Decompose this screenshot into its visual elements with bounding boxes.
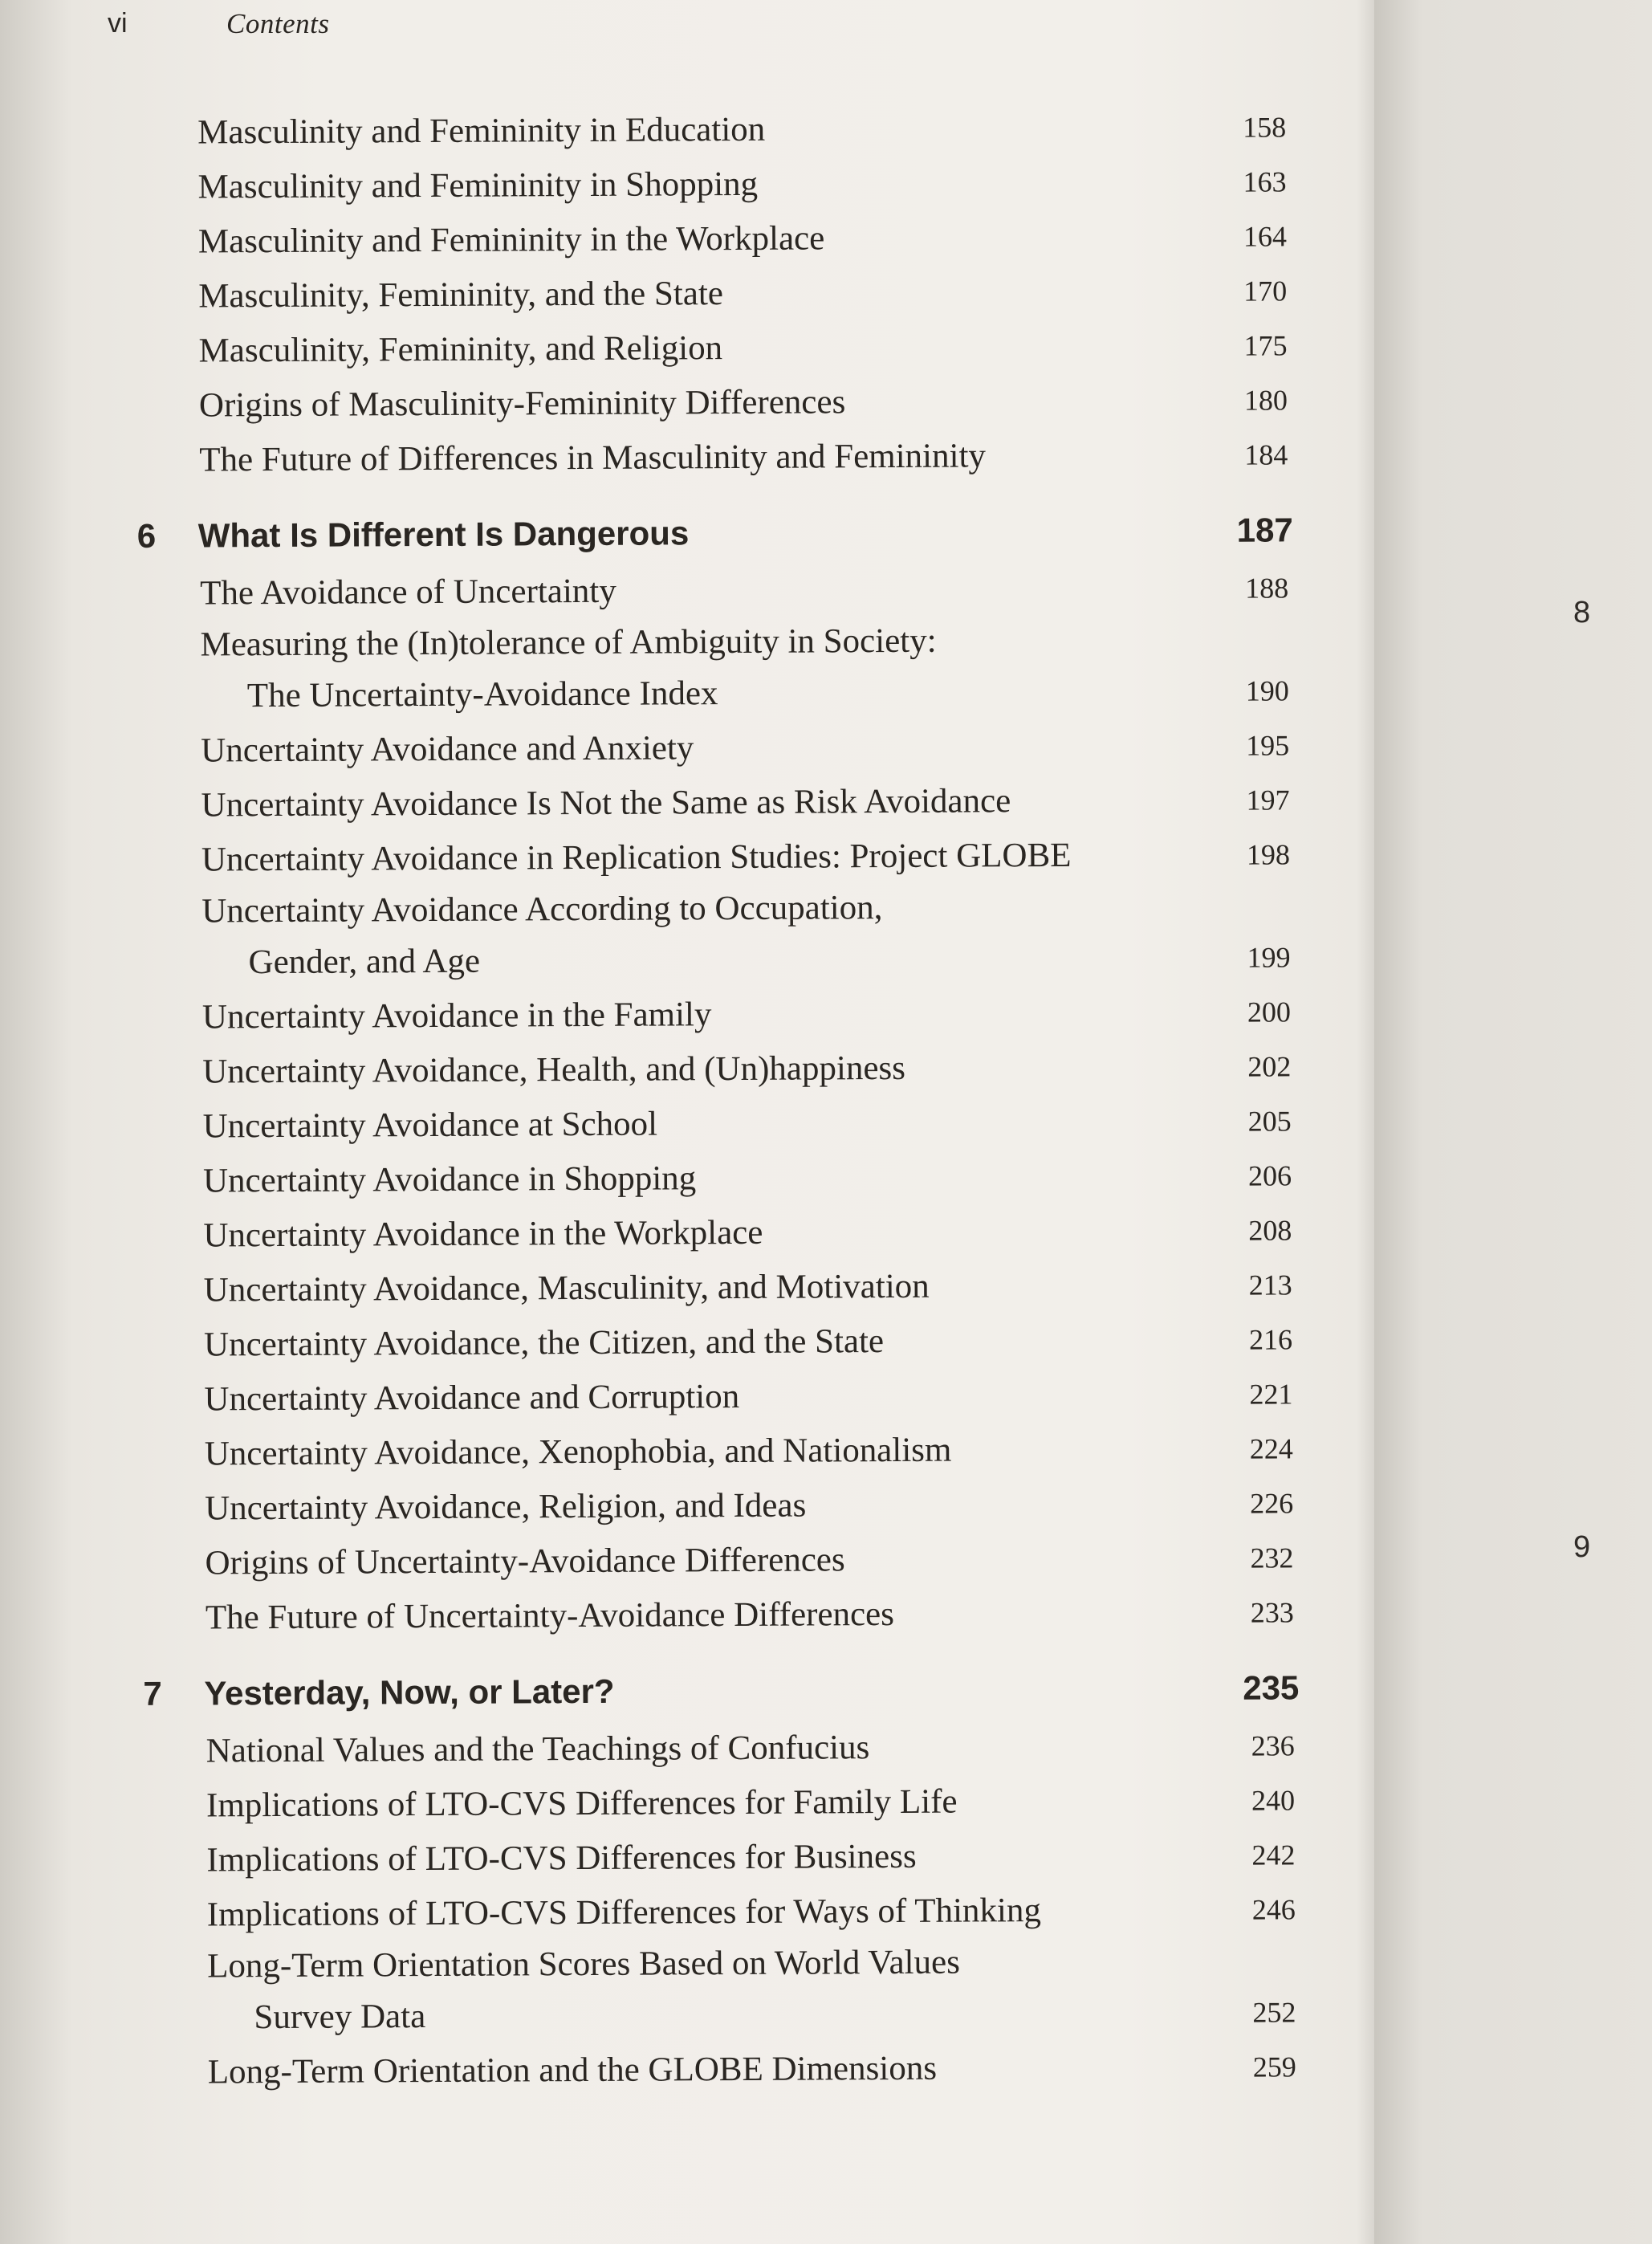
toc-entry-title-continuation: The Uncertainty-Avoidance Index: [246, 674, 718, 715]
chapter-section: [128, 1659, 1311, 2099]
toc-entry: [120, 153, 1300, 214]
toc-entry-title: [124, 720, 1183, 777]
toc-entry-title-text: Masculinity and Femininity in the Workplace: [197, 219, 825, 261]
adjacent-page-fragment: 9: [1573, 1530, 1591, 1564]
toc-entry-title: [127, 1260, 1186, 1317]
running-head: [108, 8, 329, 40]
toc-entry-page-number: 252: [1252, 1996, 1296, 2029]
toc-entry-title-text: Uncertainty Avoidance, Health, and (Un)happiness: [202, 1049, 906, 1091]
toc-entry-page-number: 175: [1243, 329, 1288, 362]
toc-entry-title: [128, 1478, 1187, 1535]
toc-entry-title-text: National Values and the Teachings of Confucius: [205, 1729, 870, 1770]
toc-entry: [128, 1474, 1308, 1535]
toc-entry: [127, 1310, 1307, 1371]
toc-entry-page-number: 206: [1247, 1159, 1292, 1192]
toc-entry-page-number: 158: [1243, 111, 1287, 144]
toc-entry-title: [124, 829, 1184, 886]
toc-entry-title-text: Uncertainty Avoidance According to Occupation,: [201, 889, 883, 931]
chapter-page-number: 187: [1236, 511, 1293, 549]
toc-entry-title: [126, 1205, 1186, 1262]
toc-entry-title-text: Uncertainty Avoidance in the Workplace: [203, 1213, 763, 1255]
toc-entry: [130, 1935, 1311, 2044]
toc-entry: [124, 771, 1304, 832]
toc-entry: [124, 880, 1305, 989]
toc-entry-title-text: Masculinity and Femininity in Shopping: [197, 165, 759, 206]
toc-entry-page-number: 197: [1246, 784, 1290, 817]
chapter-heading: [128, 1659, 1308, 1723]
toc-entry-title-text: Origins of Uncertainty-Avoidance Differences: [205, 1541, 845, 1582]
toc-entry: [129, 1771, 1309, 1832]
toc-entry-title: [128, 1423, 1187, 1480]
toc-entry-page-number: 226: [1250, 1487, 1294, 1520]
toc-entry-title-text: Implications of LTO-CVS Differences for Family Life: [205, 1782, 958, 1825]
toc-entry-title-text: The Avoidance of Uncertainty: [200, 572, 616, 613]
toc-entry-page-number: 199: [1247, 941, 1291, 974]
toc-entry: [128, 1419, 1308, 1480]
chapter-page-number: 235: [1243, 1668, 1300, 1707]
toc-entry-title: [127, 1314, 1186, 1371]
toc-entry-title-text: Uncertainty Avoidance, Xenophobia, and Nationalism: [204, 1431, 952, 1473]
toc-entry-title: [123, 563, 1182, 620]
toc-entry-title-continuation: Gender, and Age: [248, 942, 481, 982]
toc-entry-title: [122, 430, 1182, 487]
toc-entry-title: [128, 1533, 1187, 1590]
toc-entry-title: [129, 1830, 1189, 1887]
toc-entry-title: [123, 614, 1183, 723]
toc-entry-title: [124, 881, 1185, 989]
toc-entry-page-number: 205: [1247, 1105, 1292, 1138]
toc-entry-page-number: 163: [1243, 165, 1287, 198]
running-head-title: Contents: [226, 8, 330, 39]
toc-entry-title-text: Uncertainty Avoidance, Masculinity, and Motivation: [203, 1267, 930, 1309]
toc-entry-title-text: Long-Term Orientation Scores Based on World Values: [207, 1943, 961, 1985]
toc-entry-page-number: 236: [1251, 1729, 1295, 1762]
toc-entry-title: [124, 775, 1183, 832]
toc-entry-title-text: Masculinity, Femininity, and Religion: [198, 329, 723, 370]
toc-entry: [129, 1826, 1309, 1887]
toc-entry-page-number: 208: [1248, 1214, 1292, 1247]
toc-entry-page-number: 213: [1248, 1269, 1292, 1301]
toc-entry-title: [126, 1151, 1186, 1208]
carryover-entry-list: [120, 98, 1302, 487]
toc-entry-title-text: Origins of Masculinity-Femininity Differences: [198, 383, 846, 425]
chapter-list: [123, 501, 1311, 2099]
toc-entry-page-number: 242: [1251, 1839, 1296, 1871]
chapter-number: 7: [143, 1674, 162, 1713]
chapter-section: [123, 501, 1308, 1644]
toc-entry-title-text: Uncertainty Avoidance, the Citizen, and the State: [203, 1322, 885, 1364]
toc-entry-page-number: 170: [1243, 275, 1288, 307]
adjacent-page-fragment: 8: [1573, 596, 1591, 629]
toc-entry: [125, 1092, 1305, 1153]
toc-entry: [124, 716, 1304, 777]
toc-entry-title-text: Implications of LTO-CVS Differences for Business: [206, 1837, 917, 1880]
toc-entry-title-text: The Future of Uncertainty-Avoidance Differences: [205, 1594, 895, 1637]
chapter-title: What Is Different Is Dangerous: [197, 514, 690, 555]
toc-entry-page-number: 240: [1251, 1784, 1296, 1817]
toc-entry-page-number: 246: [1251, 1893, 1296, 1926]
toc-entry-page-number: 190: [1245, 674, 1289, 707]
table-of-contents: [120, 98, 1311, 2120]
toc-entry: [128, 1583, 1308, 1644]
page-folio: vi: [108, 8, 128, 39]
toc-entry-page-number: 198: [1246, 838, 1291, 871]
adjacent-page-edge: [1374, 0, 1652, 2244]
toc-entry-page-number: 200: [1247, 996, 1292, 1028]
toc-entry-page-number: 233: [1250, 1596, 1294, 1629]
toc-entry: [131, 2038, 1311, 2099]
toc-entry: [120, 98, 1300, 159]
toc-entry-page-number: 188: [1245, 572, 1289, 605]
toc-entry-title-text: Masculinity, Femininity, and the State: [198, 275, 724, 316]
toc-entry-page-number: 224: [1249, 1432, 1293, 1465]
toc-entry-title-text: Uncertainty Avoidance in Replication Studies: Project GLOBE: [201, 836, 1072, 879]
chapter-heading: [123, 501, 1303, 565]
chapter-title: Yesterday, Now, or Later?: [204, 1672, 615, 1713]
toc-entry-title-text: Uncertainty Avoidance, Religion, and Ideas: [205, 1486, 807, 1528]
toc-entry-title: [120, 157, 1180, 214]
toc-entry-title-text: Uncertainty Avoidance and Corruption: [204, 1377, 740, 1419]
toc-entry: [129, 1717, 1309, 1778]
toc-entry-title: [126, 1096, 1186, 1153]
toc-entry-page-number: 202: [1247, 1050, 1292, 1083]
toc-entry-page-number: 259: [1252, 2051, 1296, 2083]
toc-entry: [121, 316, 1301, 377]
toc-entry: [123, 559, 1303, 620]
toc-entry-title: [122, 375, 1182, 432]
toc-entry-title: [130, 1936, 1190, 2044]
toc-entry-page-number: 216: [1248, 1323, 1293, 1356]
toc-entry: [124, 825, 1304, 886]
toc-entry-title-text: Uncertainty Avoidance and Anxiety: [201, 729, 694, 770]
toc-entry-title-text: Uncertainty Avoidance at School: [202, 1105, 658, 1146]
toc-entry: [122, 426, 1302, 487]
toc-entry-title-text: Uncertainty Avoidance in Shopping: [202, 1159, 697, 1200]
toc-entry-title: [129, 1721, 1189, 1778]
toc-entry-title-text: Long-Term Orientation and the GLOBE Dimensions: [207, 2049, 938, 2091]
toc-entry-title: [121, 320, 1181, 377]
toc-entry-title-text: Uncertainty Avoidance Is Not the Same as Risk Avoidance: [201, 782, 1011, 825]
toc-entry: [121, 262, 1301, 323]
toc-entry-title: [125, 1041, 1185, 1098]
toc-entry-page-number: 221: [1249, 1378, 1293, 1411]
toc-entry-title: [128, 1587, 1188, 1644]
toc-entry-title-text: Measuring the (In)tolerance of Ambiguity in Society:: [200, 621, 937, 664]
toc-entry: [127, 1365, 1307, 1426]
toc-entry-title: [130, 1884, 1190, 1941]
toc-entry-title: [120, 102, 1180, 159]
carryover-section: [120, 98, 1302, 487]
toc-entry: [128, 1529, 1308, 1590]
toc-entry-title: [121, 266, 1181, 323]
toc-entry-title-text: Implications of LTO-CVS Differences for Ways of Thinking: [206, 1892, 1042, 1934]
toc-entry-title-text: The Future of Differences in Masculinity and Femininity: [199, 437, 987, 479]
toc-entry: [121, 207, 1301, 268]
toc-entry-title: [121, 211, 1181, 268]
toc-entry-title: [127, 1369, 1186, 1426]
toc-entry: [126, 1146, 1306, 1208]
toc-entry-title: [125, 987, 1185, 1044]
toc-entry-title: [129, 1775, 1189, 1832]
toc-entry: [126, 1201, 1306, 1262]
toc-entry: [125, 1037, 1305, 1098]
toc-entry: [125, 983, 1305, 1044]
toc-entry-title-continuation: Survey Data: [254, 1998, 426, 2037]
toc-entry-page-number: 180: [1243, 384, 1288, 417]
toc-entry: [123, 613, 1304, 723]
chapter-number: 6: [136, 516, 157, 555]
toc-entry-title: [131, 2042, 1190, 2099]
toc-entry: [127, 1256, 1307, 1317]
toc-entry-page-number: 164: [1243, 220, 1287, 253]
toc-entry-page-number: 184: [1244, 438, 1288, 471]
toc-entry-title-text: Uncertainty Avoidance in the Family: [201, 996, 712, 1036]
toc-entry-page-number: 195: [1246, 729, 1290, 762]
toc-entry: [130, 1880, 1310, 1941]
toc-entry: [122, 371, 1302, 432]
toc-entry-title-text: Masculinity and Femininity in Education: [197, 110, 766, 152]
toc-entry-page-number: 232: [1250, 1541, 1294, 1574]
